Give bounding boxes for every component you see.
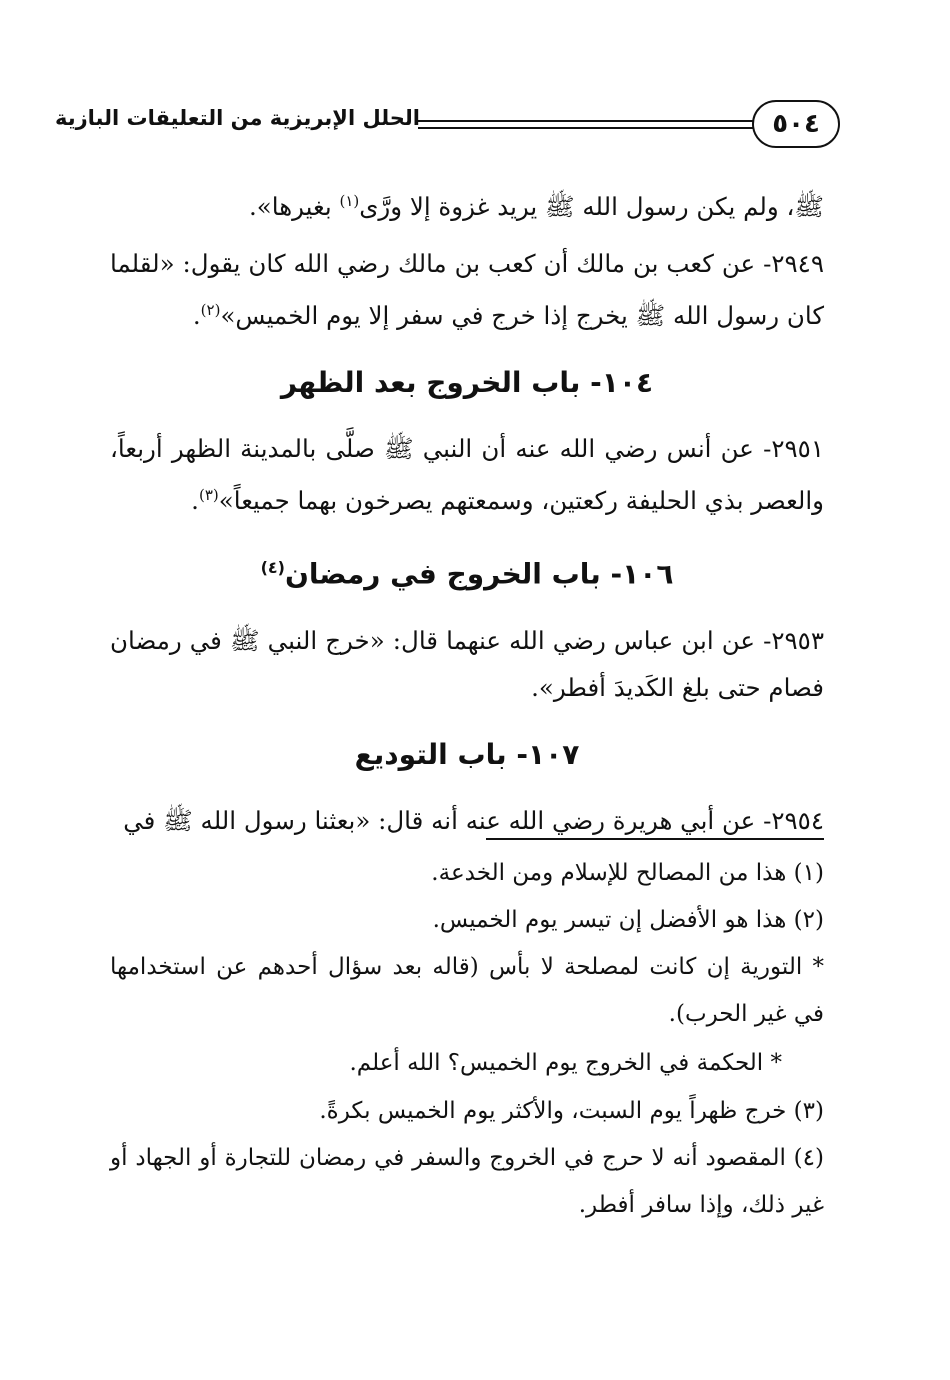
footnote-note-1: * التورية إن كانت لمصلحة لا بأس (قاله بعد سؤال أحدهم عن استخدامها في غير الحرب). (110, 954, 824, 1027)
page-number: ٥٠٤ (752, 100, 840, 148)
footnote-3: (٣) خرج ظهراً يوم السبت، والأكثر يوم الخميس بكرةً. (319, 1098, 824, 1124)
hadith-2953: ٢٩٥٣- عن ابن عباس رضي الله عنهما قال: «خرج النبي ﷺ في رمضان فصام حتى بلغ الكَديدَ أفطر». (110, 625, 824, 702)
hadith-2954: ٢٩٥٤- عن أبي هريرة رضي الله عنه أنه قال: «بعثنا رسول الله ﷺ في (123, 805, 824, 835)
footnote-note-2: * الحكمة في الخروج يوم الخميس؟ الله أعلم. (349, 1050, 782, 1076)
footnote-separator (486, 838, 824, 840)
book-title: الحلل الإبريزية من التعليقات البازية (54, 106, 420, 130)
running-header (54, 92, 840, 152)
hadith-2949: ٢٩٤٩- عن كعب بن مالك أن كعب بن مالك رضي الله كان يقول: «لقلما كان رسول الله ﷺ يخرج إذا خرج في سفر إلا يوم الخميس»$^{(٢)}$. (110, 249, 824, 331)
footnote-2: (٢) هذا هو الأفضل إن تيسر يوم الخميس. (432, 907, 824, 933)
footnote-ref: (١) (339, 192, 360, 210)
footnote-1: (١) هذا من المصالح للإسلام ومن الخدعة. (431, 860, 824, 886)
footnotes (110, 850, 824, 1229)
footnote-ref: (٣) (198, 486, 219, 505)
hadith-2951: ٢٩٥١- عن أنس رضي الله عنه أن النبي ﷺ صلَّى بالمدينة الظهر أربعاً، والعصر بذي الحليفة ركعتين، وسمعتهم يصرخون بهما جميعاً»$^{(٣)}$. (110, 434, 824, 516)
footnote-ref: (٤) (260, 558, 285, 578)
footnote-4: (٤) المقصود أنه لا حرج في الخروج والسفر في رمضان للتجارة أو الجهاد أو غير ذلك، وإذا سافر أفطر. (110, 1145, 824, 1218)
chapter-heading-104: ١٠٤- باب الخروج بعد الظهر (280, 366, 654, 400)
chapter-heading-107: ١٠٧- باب التوديع (354, 737, 580, 771)
main-text (110, 178, 824, 854)
footnote-ref: (٢) (200, 301, 221, 320)
chapter-heading-106: ١٠٦- باب الخروج في رمضان$^{(٤)}$ (260, 557, 674, 591)
header-double-rule (418, 120, 754, 129)
paragraph-continuation: ﷺ، ولم يكن رسول الله ﷺ يريد غزوة إلا ورَّى$^{(١)}$ بغيرها». (248, 192, 824, 222)
